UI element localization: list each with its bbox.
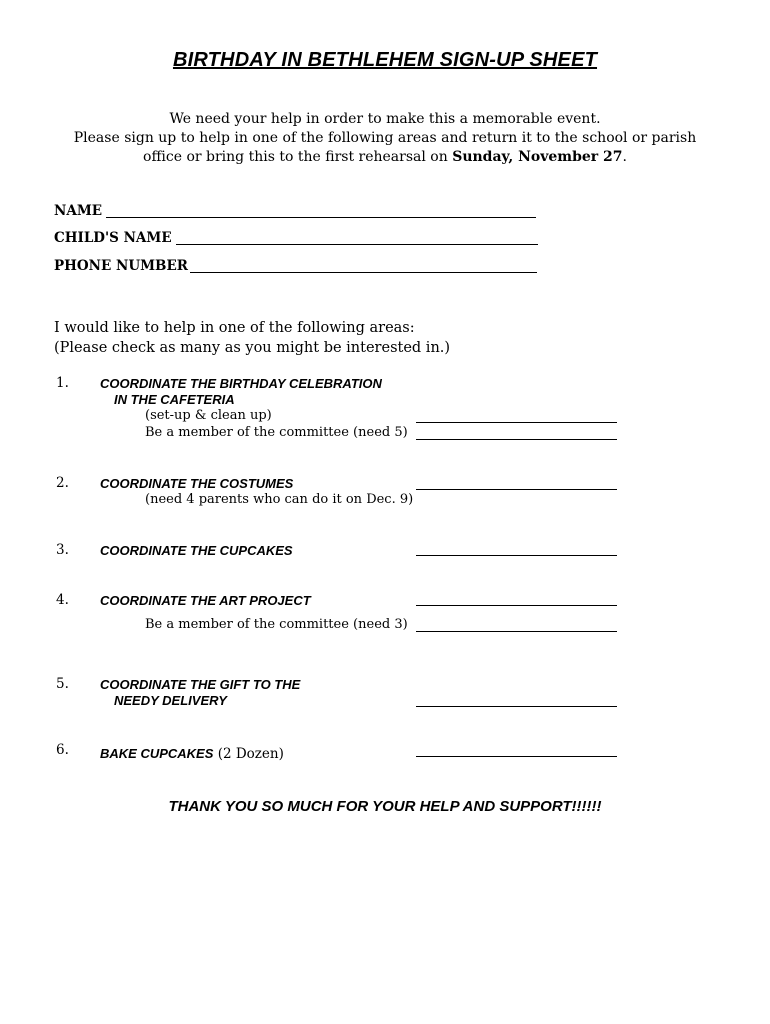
item-quantity: (2 Dozen) bbox=[213, 746, 284, 762]
item-title: COORDINATE THE CUPCAKES bbox=[100, 543, 293, 558]
item-number: 2. bbox=[56, 475, 69, 491]
name-field[interactable] bbox=[106, 217, 536, 218]
intro-line-1: We need your help in order to make this a memorable event. bbox=[169, 111, 601, 127]
item-title: COORDINATE THE COSTUMES bbox=[100, 476, 294, 491]
item-note: Be a member of the committee (need 5) bbox=[145, 425, 408, 440]
item-note: (need 4 parents who can do it on Dec. 9) bbox=[145, 492, 414, 507]
signup-line[interactable] bbox=[416, 422, 617, 423]
phone-label: PHONE NUMBER bbox=[54, 258, 188, 274]
child-name-field[interactable] bbox=[176, 244, 538, 245]
item-title: COORDINATE THE ART PROJECT bbox=[100, 593, 311, 608]
item-title: BAKE CUPCAKES bbox=[100, 746, 214, 761]
child-name-label: CHILD'S NAME bbox=[54, 230, 172, 246]
item-title: COORDINATE THE GIFT TO THE bbox=[100, 677, 301, 692]
signup-line[interactable] bbox=[416, 605, 617, 606]
thank-you-message: THANK YOU SO MUCH FOR YOUR HELP AND SUPPORT!!!!!! bbox=[168, 798, 602, 815]
signup-line[interactable] bbox=[416, 631, 617, 632]
signup-line[interactable] bbox=[416, 706, 617, 707]
item-title-row bbox=[100, 743, 284, 762]
intro-line-3 bbox=[0, 149, 770, 165]
item-title-cont: NEEDY DELIVERY bbox=[114, 693, 227, 708]
page-title: BIRTHDAY IN BETHLEHEM SIGN-UP SHEET bbox=[172, 49, 598, 71]
signup-line[interactable] bbox=[416, 489, 617, 490]
item-note: (set-up & clean up) bbox=[145, 408, 272, 423]
item-number: 6. bbox=[56, 742, 69, 758]
intro-line-2: Please sign up to help in one of the following areas and return it to the school or parish bbox=[73, 130, 697, 146]
areas-intro-line-2: (Please check as many as you might be interested in.) bbox=[54, 340, 451, 356]
phone-field[interactable] bbox=[190, 272, 537, 273]
item-number: 4. bbox=[56, 592, 69, 608]
item-number: 1. bbox=[56, 375, 69, 391]
item-note: Be a member of the committee (need 3) bbox=[145, 617, 408, 632]
item-number: 3. bbox=[56, 542, 69, 558]
item-number: 5. bbox=[56, 676, 69, 692]
item-title: COORDINATE THE BIRTHDAY CELEBRATION bbox=[100, 376, 382, 391]
intro-line-3-end: . bbox=[622, 149, 627, 165]
signup-line[interactable] bbox=[416, 756, 617, 757]
intro-line-3-text: office or bring this to the first rehearsal on bbox=[143, 149, 453, 165]
item-title-cont: IN THE CAFETERIA bbox=[114, 392, 235, 407]
signup-line[interactable] bbox=[416, 439, 617, 440]
rehearsal-date: Sunday, November 27 bbox=[452, 149, 623, 165]
name-label: NAME bbox=[54, 203, 103, 219]
signup-line[interactable] bbox=[416, 555, 617, 556]
areas-intro-line-1: I would like to help in one of the following areas: bbox=[54, 320, 415, 336]
